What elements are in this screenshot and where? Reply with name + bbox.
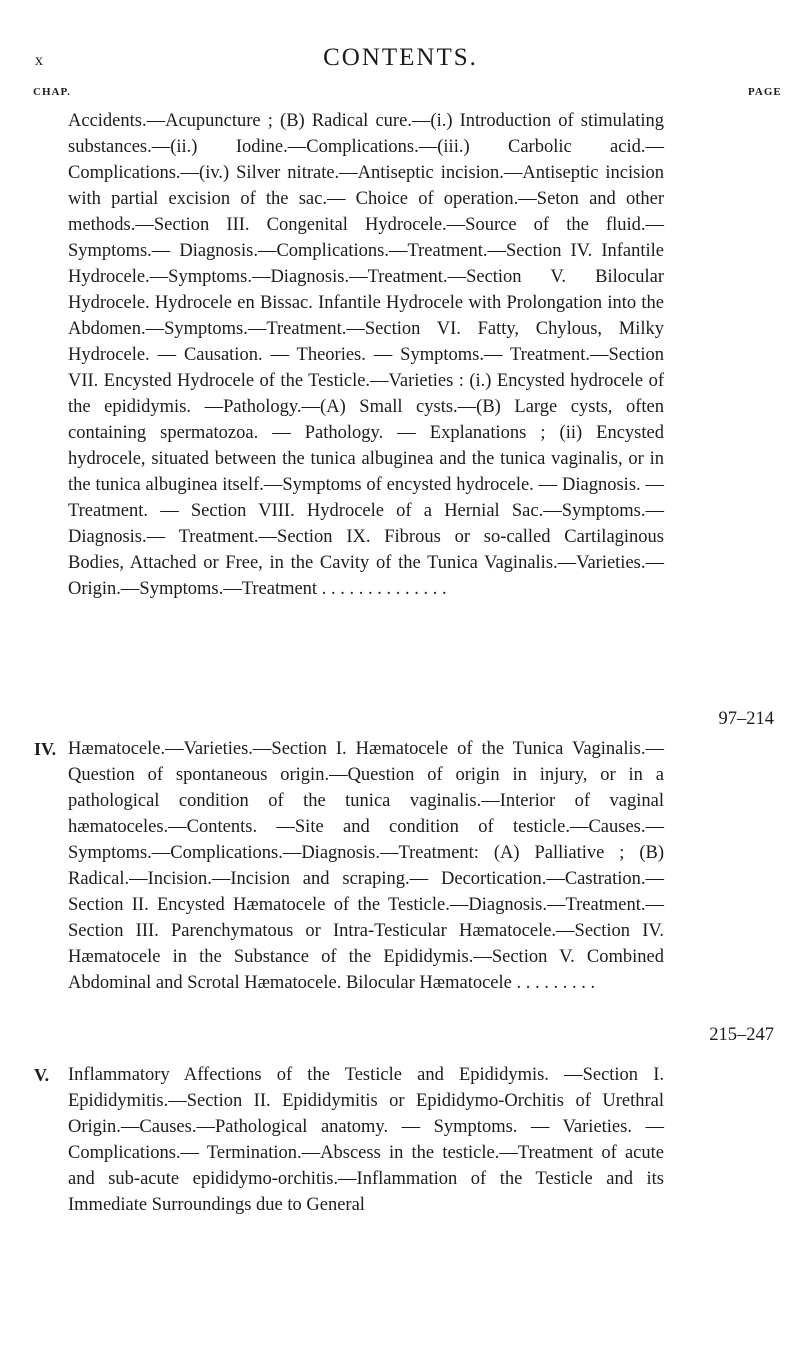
roman-page-number: x — [35, 52, 43, 69]
chapter-summary: Hæmatocele.—Varieties.—Section I. Hæmatocele of the Tunica Vaginalis.—Question of spontaneous origin.—Question of origin in injury, or in a pathological condition of the tunica vaginalis.—Interior of vaginal hæmatoceles.—Contents. —Site and condition of testicle.—Causes.—Symptoms.—Complications.—Diagnosis.—Treatment: (A) Palliative ; (B) Radical.—Incision.—Incision and scraping.— Decortication.—Castration.—Section II. Encysted Hæmatocele of the Testicle.—Diagnosis.—Treatment.—Section III. Parenchymatous or Intra-Testicular Hæmatocele.—Section IV. Hæmatocele in the Substance of the Epididymis.—Section V. Combined Abdominal and Scrotal Hæmatocele. Bilocular Hæmatocele . . . . . . . . . — [68, 739, 664, 993]
chapter-number: IV. — [34, 739, 57, 759]
chapter-number: V. — [34, 1065, 50, 1085]
chapter-summary: Inflammatory Affections of the Testicle and Epididymis. —Section I. Epididymitis.—Section II. Epididymitis or Epididymo-Orchitis of Urethral Origin.—Causes.—Pathological anatomy. — Symptoms. — Varieties. — Complications.— Termination.—Abscess in the testicle.—Treatment of acute and sub-acute epididymo-orchitis.—Inflammation of the Testicle and its Immediate Surroundings due to General — [68, 1065, 664, 1215]
page-range: 97–214 — [718, 709, 774, 729]
page-column-label: PAGE — [748, 86, 782, 98]
page-range: 215–247 — [709, 1025, 774, 1045]
chap-column-label: CHAP. — [33, 86, 71, 98]
page-title: CONTENTS. — [323, 44, 478, 71]
chapter-summary: Accidents.—Acupuncture ; (B) Radical cure.—(i.) Introduction of stimulating substances.—(ii.) Iodine.—Complications.—(iii.) Carbolic acid.—Complications.—(iv.) Silver nitrate.—Antiseptic incision.—Antiseptic incision with partial excision of the sac.— Choice of operation.—Seton and other methods.—Section III. Congenital Hydrocele.—Source of the fluid.—Symptoms.— Diagnosis.—Complications.—Treatment.—Section IV. Infantile Hydrocele.—Symptoms.—Diagnosis.—Treatment.—Section V. Bilocular Hydrocele. Hydrocele en Bissac. Infantile Hydrocele with Prolongation into the Abdomen.—Symptoms.—Treatment.—Section VI. Fatty, Chylous, Milky Hydrocele. — Causation. — Theories. — Symptoms.— Treatment.—Section VII. Encysted Hydrocele of the Testicle.—Varieties : (i.) Encysted hydrocele of the epididymis. —Pathology.—(A) Small cysts.—(B) Large cysts, often containing spermatozoa. — Pathology. — Explanations ; (ii) Encysted hydrocele, situated between the tunica albuginea and the tunica vaginalis, or in the tunica albuginea itself.—Symptoms of encysted hydrocele. — Diagnosis. — Treatment. — Section VIII. Hydrocele of a Hernial Sac.—Symptoms.—Diagnosis.— Treatment.—Section IX. Fibrous or so-called Cartilaginous Bodies, Attached or Free, in the Cavity of the Tunica Vaginalis.—Varieties.—Origin.—Symptoms.—Treatment . . . . . . . . . . . . . . — [68, 111, 664, 599]
